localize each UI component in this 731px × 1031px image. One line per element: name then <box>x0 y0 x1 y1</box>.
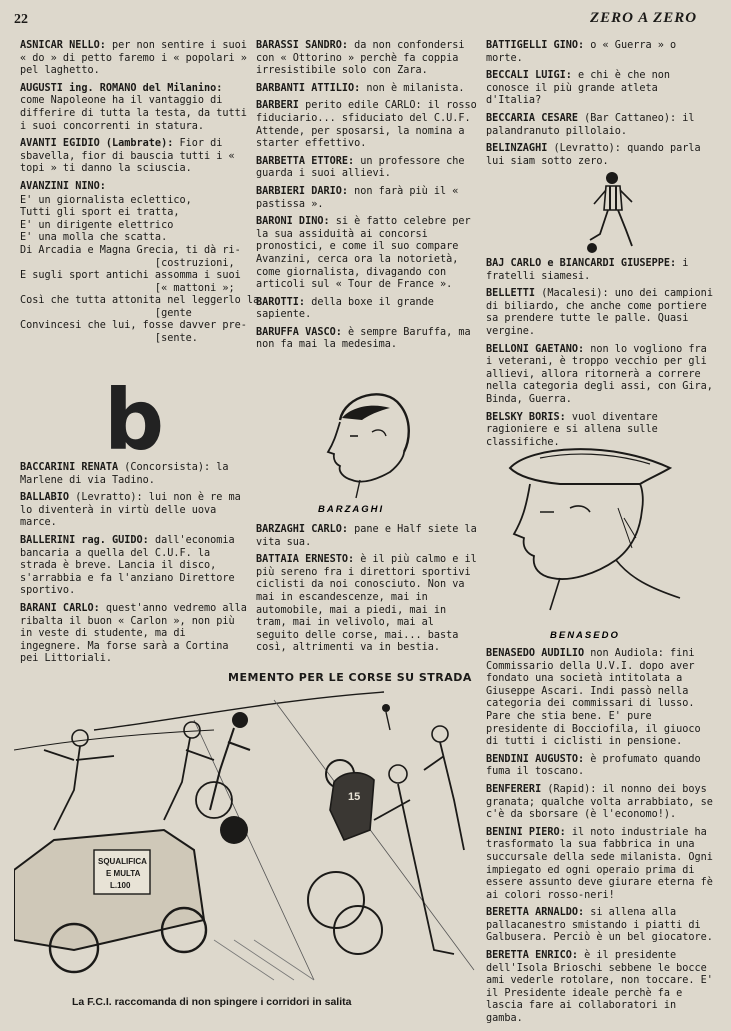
barzaghi-sketch <box>300 380 430 520</box>
entry: BENDINI AUGUSTO: è profumato quando fuma il toscano. <box>486 753 701 778</box>
column-3-mid <box>486 258 714 454</box>
entry: BARANI CARLO: quest'anno vedremo alla ribalta il buon « Carlon », non più in veste di studente, ma di ingegnere. Ma forse sarà a Cortina pei Littoriali. <box>20 602 247 665</box>
cartoon-caption: La F.C.I. raccomanda di non spingere i corridori in salita <box>72 996 352 1008</box>
entry: ASNICAR NELLO: per non sentire i suoi « do » di petto faremo i « popolari » pel laghetto. <box>20 40 247 77</box>
entry: BECCALI LUIGI: e chi è che non conosce il più grande atleta d'Italia? <box>486 70 671 107</box>
entry: BAROTTI: della boxe il grande sapiente. <box>256 296 434 321</box>
entry: BARBETTA ETTORE: un professore che guarda i suoi allievi. <box>256 155 465 180</box>
entry: BENFERERI (Rapid): il nonno dei boys granata; qualche volta arrabbiato, se c'è da sborsare (è l'economo!). <box>486 783 713 821</box>
barzaghi-caption: BARZAGHI <box>318 504 385 515</box>
entry: BALLERINI rag. GUIDO: dall'economia bancaria a quella del C.U.F. la strada è breve. Lancia il disco, s'arrabbia e fa l'anziano Direttore sportivo. <box>20 534 235 597</box>
entry: BELLETTI (Macalesi): uno dei campioni di biliardo, che anche come portiere sa prendere tutte le palle. Quasi vergine. <box>486 288 713 337</box>
entry: BERETTA ARNALDO: si allena alla pallacanestro smistando i piatti di Galbusera. Perciò è un bel giocatore. <box>486 907 713 944</box>
entry: BARBANTI ATTILIO: non è milanista. <box>256 82 465 94</box>
sign-line-2: E MULTA <box>106 869 141 878</box>
column-2 <box>256 40 478 357</box>
entry: AUGUSTI ing. ROMANO del Milanino: come Napoleone ha il vantaggio di differire di tutta la testa, da tutti i suoi concorrenti in statura. <box>20 82 247 132</box>
page-number: 22 <box>14 12 28 27</box>
benasedo-caption: BENASEDO <box>550 630 620 641</box>
entry: BECCARIA CESARE (Bar Cattaneo): il palandranuto pillolaio. <box>486 112 695 137</box>
entry: BARBERI perito edile CARLO: il rosso fiduciario... sfiduciato del C.U.F. Attende, per sposarsi, la nomina a starter effettivo. <box>256 100 477 150</box>
footballer-sketch <box>580 168 650 258</box>
entry: AVANTI EGIDIO (Lambrate): Fior di sbavella, fior di bauscia tutti i « topi » ti danno la sciuscia. <box>20 138 235 175</box>
column-1-top <box>20 40 260 346</box>
entry: BACCARINI RENATA (Concorsista): la Marlene di via Tadino. <box>20 462 229 486</box>
entry: BATTIGELLI GINO: o « Guerra » o morte. <box>486 40 677 64</box>
entry: BERETTA ENRICO: è il presidente dell'Isola Brioschi sebbene le bocce ami vederle rotolare, non toccare. E' il Presidente ideale perchè fa e lascia fare ai collaboratori in gamba. <box>486 950 713 1025</box>
section-letter: b <box>104 371 165 469</box>
sign-line-3: L.100 <box>110 881 131 890</box>
entry: AVANZINI NINO: <box>20 180 106 192</box>
entry: BELSKY BORIS: vuol diventare ragioniere e si allena sulle classifiche. <box>486 411 658 448</box>
entry: BENASEDO AUDILIO non Audiola: fini Commissario della U.V.I. dopo aver fondato una società intitolata a Giuseppe Ascari. Indi passò nella categoria dei commissari di lusso. Pare che stia bene. E' pure presidente di Bocciofila, il giuoco di tutti i ciclisti in pensione. <box>486 648 701 748</box>
poem: E' un giornalista eclettico, Tutti gli sport ei tratta, E' un dirigente elettrico E' una molla che scatta. Di Arcadia e Magna Grecia, ti dà ri- [costruzioni, E sugli sport antichi assomma i suoi [« mattoni »; Così che tutta attonita nel leggerlo la [gente Convincesi che lui, fosse davver pre- [sente. <box>20 194 260 345</box>
entry: BELINZAGHI (Levratto): quando parla lui siam sotto zero. <box>486 143 701 167</box>
cycling-cartoon <box>14 690 480 990</box>
column-3-top <box>486 40 714 173</box>
cartoon-title: MEMENTO PER LE CORSE SU STRADA <box>228 671 472 684</box>
entry: BARONI DINO: si è fatto celebre per la sua assiduità ai concorsi pronostici, e come il suo compare Avanzini, cerca ora la notorietà, come giornalista, divagando con articoli sul « Tour de France ». <box>256 216 471 291</box>
column-2-b <box>256 524 478 660</box>
column-3-bottom <box>486 648 714 1031</box>
column-1-b <box>20 462 252 671</box>
entry: BENINI PIERO: il noto industriale ha trasformato la sua fabbrica in una succursale della sede milanista. Ogni impiegato ed ogni operaio prima di essere assunto deve giurare eterna fè ai colori rosso-neri! <box>486 826 713 901</box>
masthead: ZERO A ZERO <box>590 10 698 26</box>
rider-number: 15 <box>348 791 361 803</box>
entry: BARUFFA VASCO: è sempre Baruffa, ma non fa mai la medesima. <box>256 326 471 351</box>
sign-line-1: SQUALIFICA <box>98 857 147 866</box>
entry: BAJ CARLO e BIANCARDI GIUSEPPE: i fratelli siamesi. <box>486 258 689 282</box>
entry: BARASSI SANDRO: da non confondersi con « Ottorino » perchè fa coppia irresistibile solo con Zara. <box>256 40 465 77</box>
entry: BARBIERI DARIO: non farà più il « pastissa ». <box>256 185 459 210</box>
benasedo-sketch <box>500 438 700 646</box>
entry: BARZAGHI CARLO: pane e Half siete la vita sua. <box>256 524 477 548</box>
entry: BELLONI GAETANO: non lo vogliono fra i veterani, è troppo vecchio per gli allievi, allora ritornerà a correre nella categoria degli assi, con Gira, Binda, Guerra. <box>486 343 713 405</box>
entry: BALLABIO (Levratto): lui non è re ma lo diventerà in virtù delle uova marce. <box>20 492 241 529</box>
entry: BATTAIA ERNESTO: è il più calmo e il più sereno fra i direttori sportivi ciclisti da noi conosciuto. Non va mai in escandescenze, mai in automobile, mai a piedi, mai in tram, mai in velivolo, mai al seguito delle corse, mai... basta così, altrimenti va in bestia. <box>256 554 477 654</box>
